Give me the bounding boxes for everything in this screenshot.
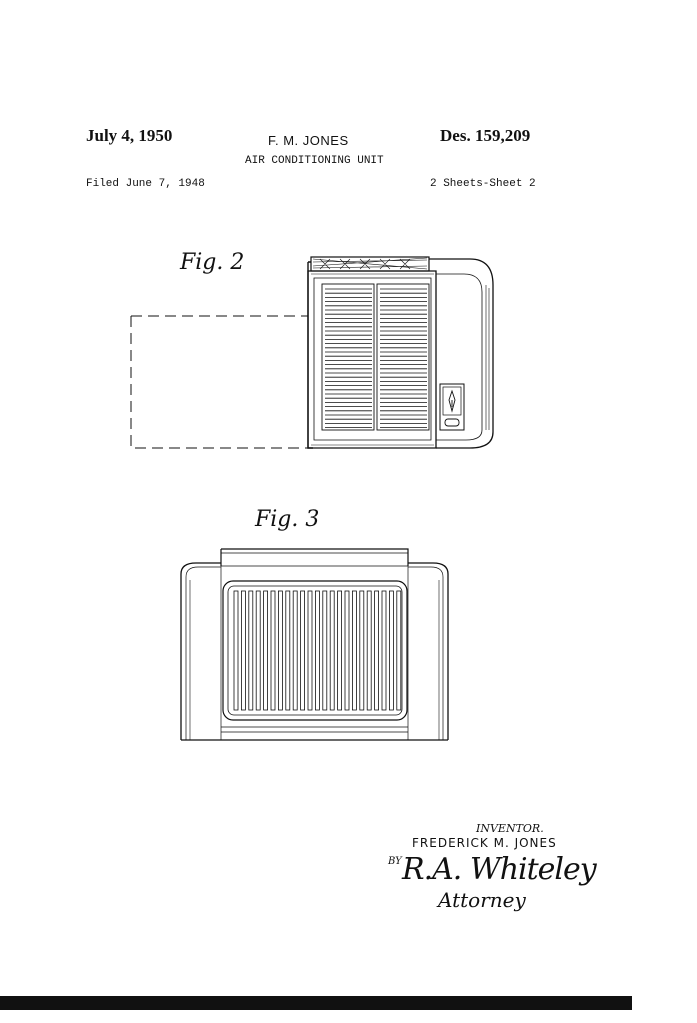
vertical-louver bbox=[338, 591, 342, 710]
patent-date: July 4, 1950 bbox=[86, 126, 173, 145]
inventor-heading: INVENTOR. bbox=[476, 822, 544, 835]
patent-title: AIR CONDITIONING UNIT bbox=[245, 155, 384, 167]
vertical-louver bbox=[256, 591, 260, 710]
vertical-louver bbox=[301, 591, 305, 710]
inventor-name: F. M. JONES bbox=[268, 133, 349, 148]
fig3-label: Fig. 3 bbox=[255, 507, 320, 532]
vertical-louver bbox=[389, 591, 393, 710]
inventor-full-name: FREDERICK M. JONES bbox=[412, 836, 557, 850]
vertical-louver bbox=[360, 591, 364, 710]
patent-number: Des. 159,209 bbox=[440, 126, 531, 145]
bottom-bar bbox=[0, 996, 632, 1010]
fig2-label: Fig. 2 bbox=[180, 250, 245, 275]
vertical-louver bbox=[308, 591, 312, 710]
filed-date: Filed June 7, 1948 bbox=[86, 178, 205, 190]
vertical-louver bbox=[241, 591, 245, 710]
sheet-count: 2 Sheets-Sheet 2 bbox=[430, 178, 536, 190]
vertical-louver bbox=[382, 591, 386, 710]
vertical-louver bbox=[323, 591, 327, 710]
by-label: BY bbox=[388, 856, 402, 867]
vertical-louver bbox=[375, 591, 379, 710]
vertical-louver bbox=[264, 591, 268, 710]
vertical-louver bbox=[249, 591, 253, 710]
vertical-louver bbox=[278, 591, 282, 710]
vertical-louver bbox=[286, 591, 290, 710]
vertical-louver bbox=[315, 591, 319, 710]
attorney-signature: R.A. Whiteley bbox=[402, 852, 596, 887]
vertical-louver bbox=[352, 591, 356, 710]
attorney-label: Attorney bbox=[438, 888, 526, 912]
vertical-louver bbox=[397, 591, 401, 710]
vertical-louver bbox=[330, 591, 334, 710]
vertical-louver bbox=[234, 591, 238, 710]
vertical-louver bbox=[271, 591, 275, 710]
vertical-louver bbox=[293, 591, 297, 710]
vertical-louver bbox=[367, 591, 371, 710]
vertical-louver bbox=[345, 591, 349, 710]
